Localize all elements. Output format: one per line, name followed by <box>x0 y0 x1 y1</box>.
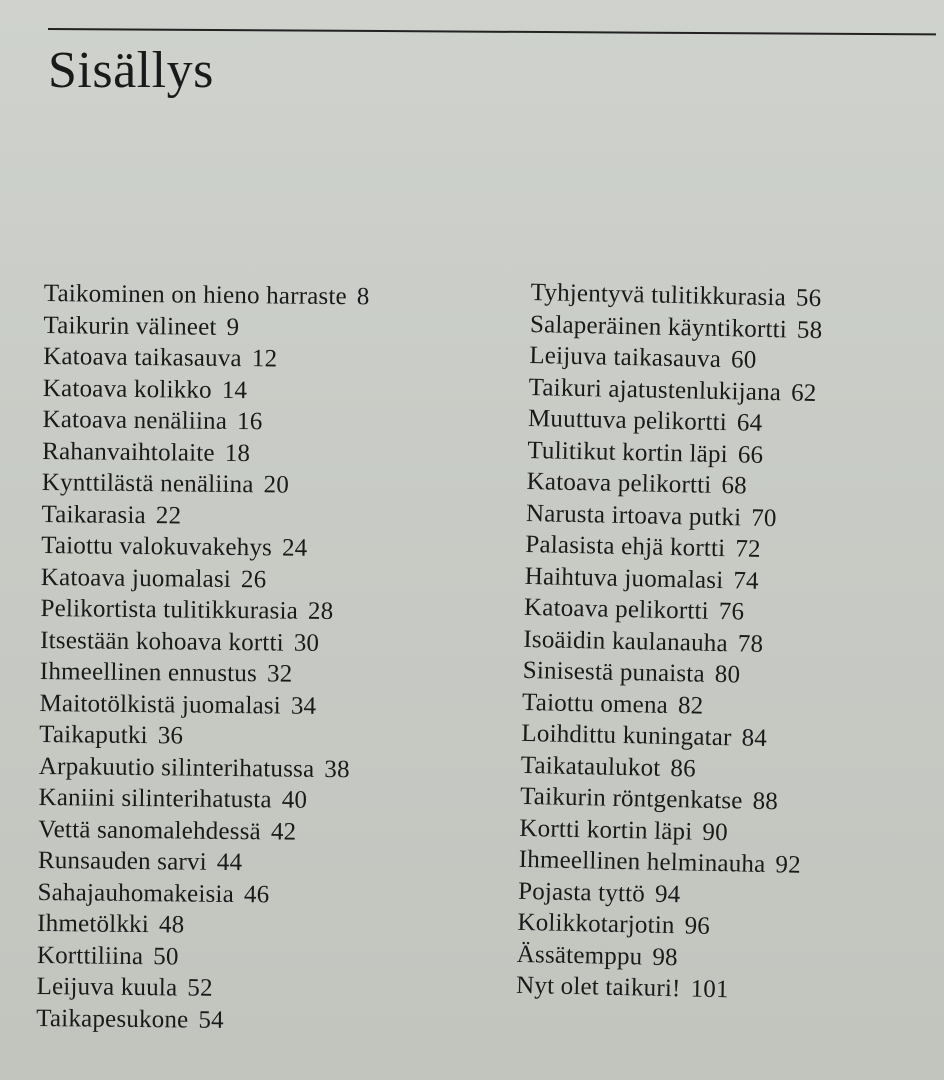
toc-entry-title: Runsauden sarvi <box>37 846 207 876</box>
toc-entry-title: Arpakuutio silinterihatussa <box>38 752 315 783</box>
toc-entry-page-number: 78 <box>737 629 764 658</box>
toc-entry-title: Ihmeellinen helminauha <box>518 845 766 879</box>
toc-entry-title: Korttiliina <box>36 941 144 970</box>
toc-entry <box>40 656 366 691</box>
toc-entry-title: Taikuri ajatustenlukijana <box>528 373 782 406</box>
toc-entry-page-number: 60 <box>730 346 757 374</box>
toc-entry-title: Leijuva kuula <box>36 972 178 1002</box>
toc-entry-page-number: 96 <box>684 912 711 940</box>
toc-entry-page-number: 98 <box>652 943 679 971</box>
toc-entry-title: Taikominen on hieno harraste <box>43 279 348 311</box>
toc-entry <box>38 845 364 880</box>
toc-entry-page-number: 64 <box>736 409 763 437</box>
toc-entry-page-number: 74 <box>733 566 760 595</box>
toc-entry <box>37 939 363 974</box>
toc-entry-page-number: 84 <box>741 724 768 753</box>
toc-entry-title: Vettä sanomalehdessä <box>38 815 262 845</box>
toc-entry-title: Haihtuva juomalasi <box>524 562 724 594</box>
toc-entry-title: Taikarasia <box>41 500 147 529</box>
toc-entry-title: Leijuva taikasauva <box>529 341 722 373</box>
toc-entry-page-number: 8 <box>356 283 370 311</box>
toc-entry-page-number: 56 <box>795 284 822 313</box>
toc-entry-page-number: 101 <box>690 975 729 1004</box>
toc-entry-page-number: 34 <box>290 692 317 720</box>
toc-entry <box>36 971 362 1006</box>
toc-entry-page-number: 38 <box>324 755 350 783</box>
toc-entry-title: Kynttilästä nenäliina <box>41 468 254 499</box>
toc-entry-title: Kortti kortin läpi <box>519 814 693 845</box>
toc-entry <box>36 1002 362 1037</box>
toc-entry-page-number: 46 <box>243 880 270 908</box>
toc-entry-page-number: 94 <box>654 880 681 908</box>
toc-entry-title: Taikataulukot <box>520 751 661 782</box>
toc-entry <box>40 624 366 659</box>
toc-entry <box>37 908 363 943</box>
toc-entry-page-number: 54 <box>198 1006 224 1034</box>
toc-entry-title: Katoava juomalasi <box>40 563 232 593</box>
toc-entry-title: Palasista ehjä kortti <box>525 530 726 563</box>
toc-entry-title: Taikurin röntgenkatse <box>519 782 743 815</box>
toc-entry-page-number: 44 <box>216 848 243 877</box>
toc-entry-page-number: 90 <box>702 818 729 846</box>
toc-entry <box>41 561 367 596</box>
toc-entry-page-number: 66 <box>737 440 764 469</box>
toc-entry-title: Katoava nenäliina <box>42 405 228 435</box>
toc-entry-page-number: 50 <box>153 942 179 970</box>
toc-entry-title: Taiottu valokuvakehys <box>41 531 273 562</box>
toc-entry <box>41 498 367 533</box>
toc-entry-page-number: 14 <box>221 376 248 404</box>
toc-entry-title: Maitotölkistä juomalasi <box>39 689 282 720</box>
toc-entry <box>39 687 365 722</box>
toc-entry <box>39 750 365 785</box>
toc-entry-page-number: 30 <box>293 629 320 657</box>
toc-entry-page-number: 76 <box>718 598 745 626</box>
toc-entry <box>38 813 364 848</box>
toc-entry-page-number: 86 <box>670 754 697 783</box>
toc-entry <box>516 970 809 1008</box>
toc-left-column <box>36 278 370 1037</box>
toc-entry-page-number: 72 <box>735 535 762 563</box>
toc-entry-title: Taiottu omena <box>521 688 669 719</box>
toc-entry-page-number: 24 <box>281 534 308 562</box>
toc-entry-title: Narusta irtoava putki <box>525 499 742 531</box>
toc-entry-page-number: 42 <box>270 817 297 846</box>
toc-entry-title: Taikaputki <box>39 720 148 750</box>
toc-entry-page-number: 68 <box>721 472 748 500</box>
toc-entry-title: Ihmeellinen ennustus <box>39 657 258 688</box>
page-title: Sisällys <box>48 42 214 99</box>
toc-entry-title: Katoava taikasauva <box>43 342 242 373</box>
toc-entry-page-number: 40 <box>281 786 308 814</box>
toc-entry-page-number: 88 <box>752 787 779 816</box>
toc-entry-title: Katoava pelikortti <box>526 467 712 499</box>
toc-entry <box>37 876 363 911</box>
toc-entry <box>42 435 368 470</box>
toc-entry-page-number: 82 <box>677 691 704 720</box>
toc-entry <box>42 467 368 502</box>
toc-entry-title: Katoava kolikko <box>42 374 212 404</box>
toc-entry-title: Pelikortista tulitikkurasia <box>40 594 299 625</box>
toc-entry-title: Sahajauhomakeisia <box>37 878 235 908</box>
toc-entry <box>40 593 366 628</box>
toc-entry <box>43 341 369 376</box>
toc-entry-title: Kaniini silinterihatusta <box>38 783 272 814</box>
toc-entry-page-number: 20 <box>263 471 290 499</box>
toc-entry-page-number: 28 <box>307 597 334 626</box>
toc-entry <box>42 404 368 439</box>
top-rule <box>48 28 936 35</box>
toc-entry-page-number: 48 <box>158 911 185 939</box>
toc-entry <box>43 309 369 344</box>
toc-entry-page-number: 62 <box>790 378 817 407</box>
toc-entry-title: Salaperäinen käyntikortti <box>529 310 788 343</box>
toc-entry-page-number: 80 <box>714 660 741 689</box>
toc-entry-title: Ässätemppu <box>516 940 643 970</box>
toc-entry-page-number: 36 <box>157 722 184 750</box>
toc-entry-page-number: 18 <box>224 439 251 467</box>
toc-entry-page-number: 16 <box>236 408 263 436</box>
toc-entry-page-number: 92 <box>775 851 802 879</box>
toc-entry-title: Ihmetölkki <box>37 909 150 939</box>
toc-entry-page-number: 52 <box>187 974 213 1002</box>
toc-entry-title: Taikurin välineet <box>43 311 217 341</box>
toc-right-column <box>516 277 824 1007</box>
toc-entry-title: Tyhjentyvä tulitikkurasia <box>530 278 787 312</box>
toc-entry <box>39 719 365 754</box>
toc-entry <box>38 782 364 817</box>
toc-entry-page-number: 12 <box>251 345 278 373</box>
toc-entry-title: Loihdittu kuningatar <box>521 719 732 752</box>
toc-entry-title: Tulitikut kortin läpi <box>527 436 729 468</box>
toc-entry-title: Katoava pelikortti <box>523 593 710 625</box>
toc-entry-title: Nyt olet taikuri! <box>515 971 681 1003</box>
toc-entry-page-number: 9 <box>226 313 240 341</box>
toc-entry-title: Kolikkotarjotin <box>517 908 675 940</box>
toc-entry-title: Taikapesukone <box>36 1004 189 1034</box>
toc-entry <box>44 278 370 313</box>
toc-entry-title: Muuttuva pelikortti <box>527 404 728 437</box>
toc-entry-title: Pojasta tyttö <box>517 877 646 908</box>
toc-entry-title: Rahanvaihtolaite <box>42 437 215 467</box>
toc-entry-page-number: 22 <box>155 501 182 529</box>
toc-entry <box>43 372 369 407</box>
toc-entry-page-number: 58 <box>796 316 823 344</box>
toc-entry-title: Sinisestä punaista <box>522 656 706 688</box>
toc-entry <box>41 530 367 565</box>
toc-entry-page-number: 70 <box>750 504 777 532</box>
toc-entry-title: Itsestään kohoava kortti <box>40 626 284 657</box>
toc-entry-title: Isoäidin kaulanauha <box>523 625 729 657</box>
toc-entry-page-number: 32 <box>266 660 293 688</box>
toc-entry-page-number: 26 <box>240 565 267 593</box>
